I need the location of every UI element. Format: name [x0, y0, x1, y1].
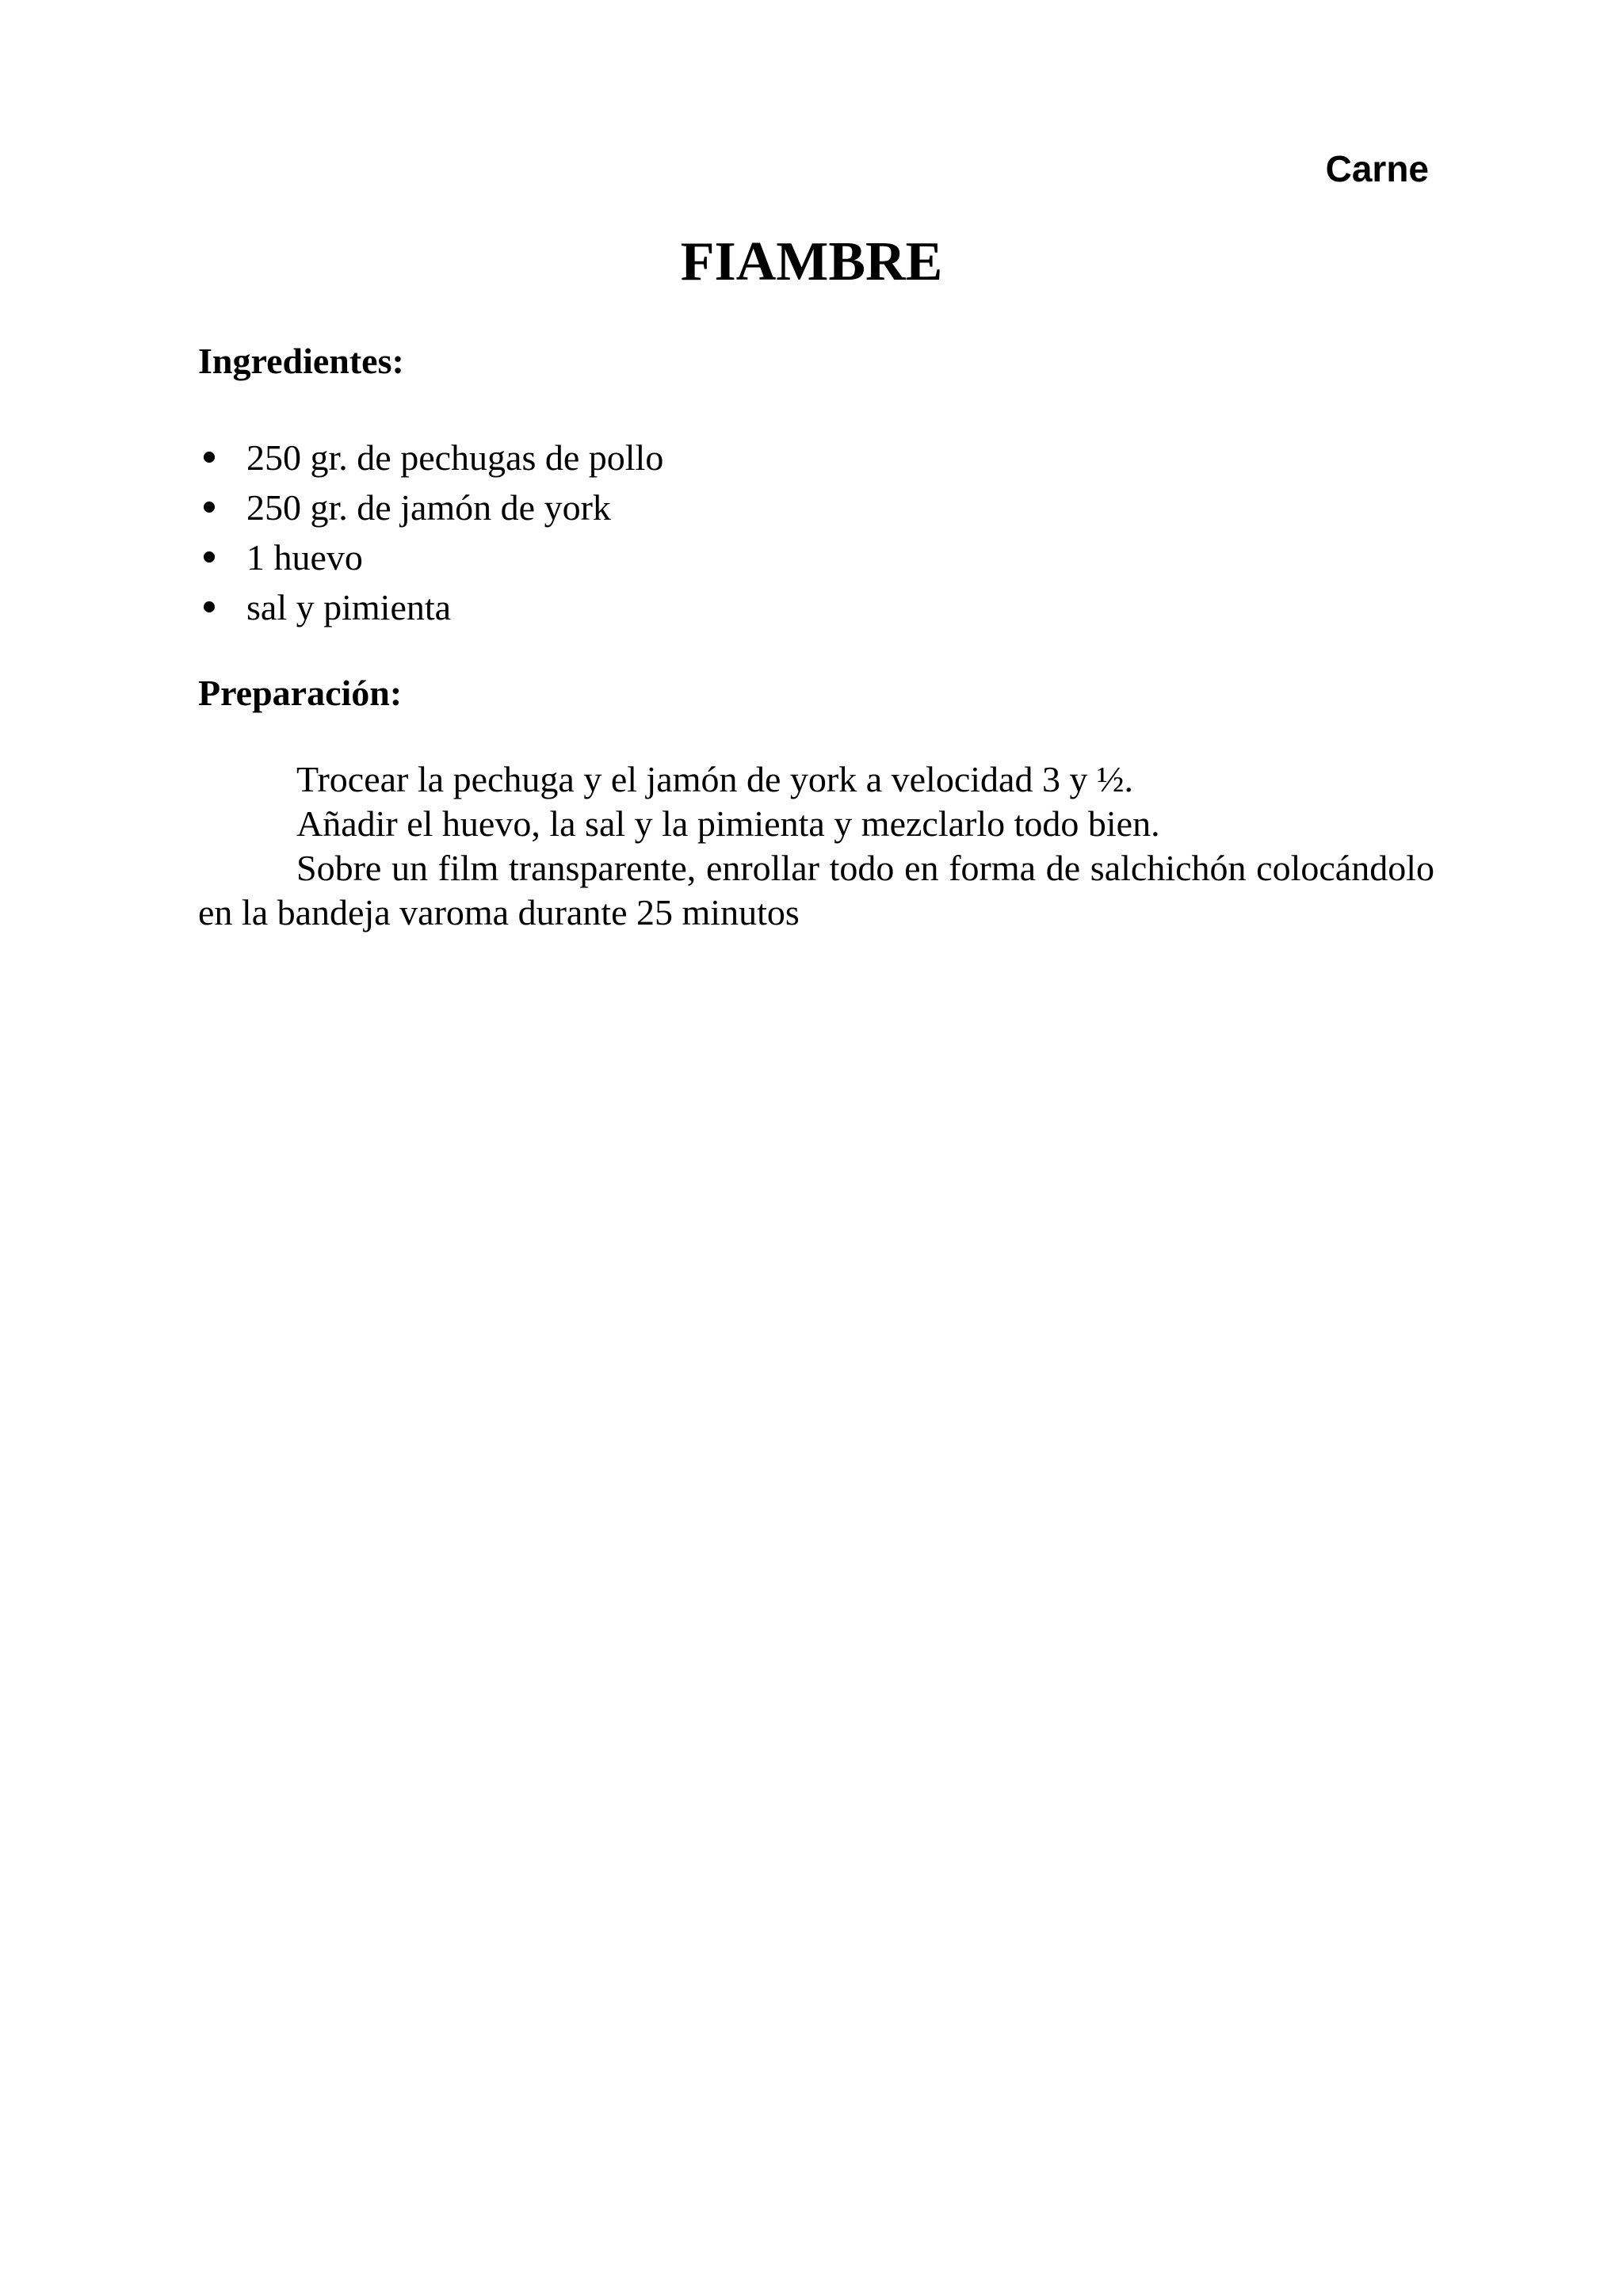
ingredients-heading: Ingredientes:: [198, 341, 404, 381]
recipe-title: FIAMBRE: [680, 231, 943, 292]
ingredient-item: [198, 433, 663, 482]
bullet-icon: [204, 502, 215, 513]
preparation-step: Añadir el huevo, la sal y la pimienta y mezclarlo todo bien.: [296, 803, 1160, 844]
ingredient-text: sal y pimienta: [246, 587, 452, 627]
preparation-text: [198, 757, 1434, 935]
bullet-icon: [204, 452, 215, 463]
ingredient-list: [198, 433, 663, 632]
ingredient-text: 1 huevo: [246, 537, 363, 578]
ingredient-text: 250 gr. de pechugas de pollo: [246, 437, 664, 478]
bullet-icon: [204, 551, 215, 563]
preparation-heading: Preparación:: [198, 673, 403, 713]
preparation-step: Trocear la pechuga y el jamón de york a velocidad 3 y ½.: [296, 759, 1133, 799]
ingredient-text: 250 gr. de jamón de york: [246, 487, 611, 528]
ingredient-item: [198, 482, 663, 532]
category-label: Carne: [1325, 148, 1429, 189]
ingredient-item: [198, 582, 663, 632]
ingredient-item: [198, 532, 663, 582]
bullet-icon: [204, 601, 215, 612]
preparation-step: Sobre un film transparente, enrollar todo en forma de salchichón colocándolo en la bandeja varoma durante 25 minutos: [198, 848, 1434, 933]
